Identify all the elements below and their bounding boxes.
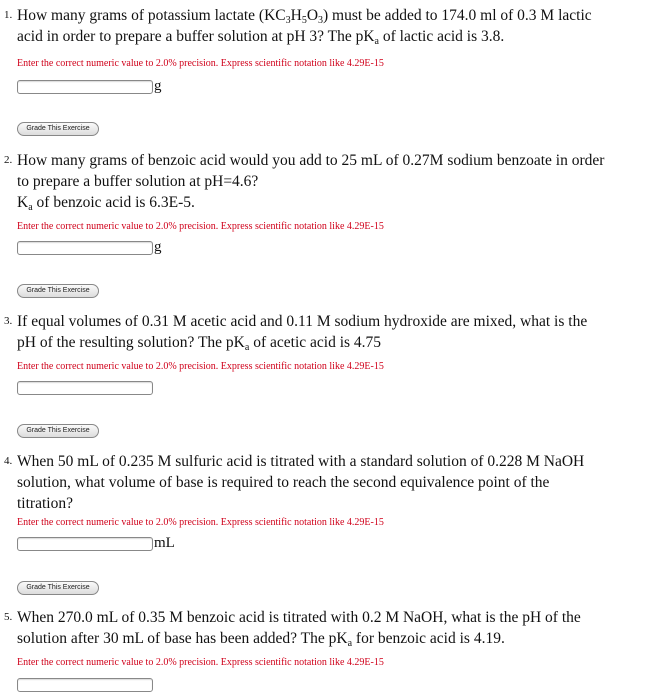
answer-row (17, 239, 162, 255)
question-number: 1. (4, 9, 13, 21)
answer-input[interactable] (17, 537, 153, 551)
answer-input[interactable] (17, 80, 153, 94)
question-text: If equal volumes of 0.31 M acetic acid and 0.11 M sodium hydroxide are mixed, what is the pH of the resulting solution? The $pK_a$ of acetic acid is 4.75 (17, 313, 588, 353)
question-number: 5. (4, 611, 13, 623)
question-text: How many grams of benzoic acid would you add to 25 mL of 0.27M sodium benzoate in order to prepare a buffer solution at pH=4.6? $K_a$ of benzoic acid is 6.3E-5. (17, 152, 605, 213)
unit-label: g (154, 239, 162, 255)
question-number: 2. (4, 154, 13, 166)
answer-input[interactable] (17, 241, 153, 255)
grade-exercise-button[interactable]: Grade This Exercise (17, 581, 99, 595)
question-text: When 270.0 mL of 0.35 M benzoic acid is titrated with 0.2 M NaOH, what is the pH of the solution after 30 mL of base has been added? The $pK_a$ for benzoic acid is 4.19. (17, 609, 581, 649)
precision-hint: Enter the correct numeric value to 2.0% precision. Express scientific notation like 4.29E-15 (17, 361, 384, 372)
precision-hint: Enter the correct numeric value to 2.0% precision. Express scientific notation like 4.29E-15 (17, 657, 384, 668)
answer-row (17, 379, 154, 395)
answer-row (17, 535, 175, 551)
answer-row (17, 78, 162, 94)
answer-row (17, 676, 154, 692)
precision-hint: Enter the correct numeric value to 2.0% precision. Express scientific notation like 4.29E-15 (17, 58, 384, 69)
unit-label: g (154, 78, 162, 94)
question-number: 3. (4, 315, 13, 327)
grade-exercise-button[interactable]: Grade This Exercise (17, 424, 99, 438)
precision-hint: Enter the correct numeric value to 2.0% precision. Express scientific notation like 4.29E-15 (17, 517, 384, 528)
question-text: How many grams of potassium lactate $(KC_3H_5O_3)$ must be added to 174.0 ml of 0.3 M lactic acid in order to prepare a buffer solution at pH 3? The $pK_a$ of lactic acid is 3.8. (17, 7, 592, 47)
grade-exercise-button[interactable]: Grade This Exercise (17, 122, 99, 136)
precision-hint: Enter the correct numeric value to 2.0% precision. Express scientific notation like 4.29E-15 (17, 221, 384, 232)
grade-exercise-button[interactable]: Grade This Exercise (17, 284, 99, 298)
question-text: When 50 mL of 0.235 M sulfuric acid is titrated with a standard solution of 0.228 M NaOH solution, what volume of base is required to reach the second equivalence point of the titration? (17, 453, 585, 512)
unit-label: mL (154, 535, 175, 551)
answer-input[interactable] (17, 678, 153, 692)
answer-input[interactable] (17, 381, 153, 395)
question-number: 4. (4, 455, 13, 467)
